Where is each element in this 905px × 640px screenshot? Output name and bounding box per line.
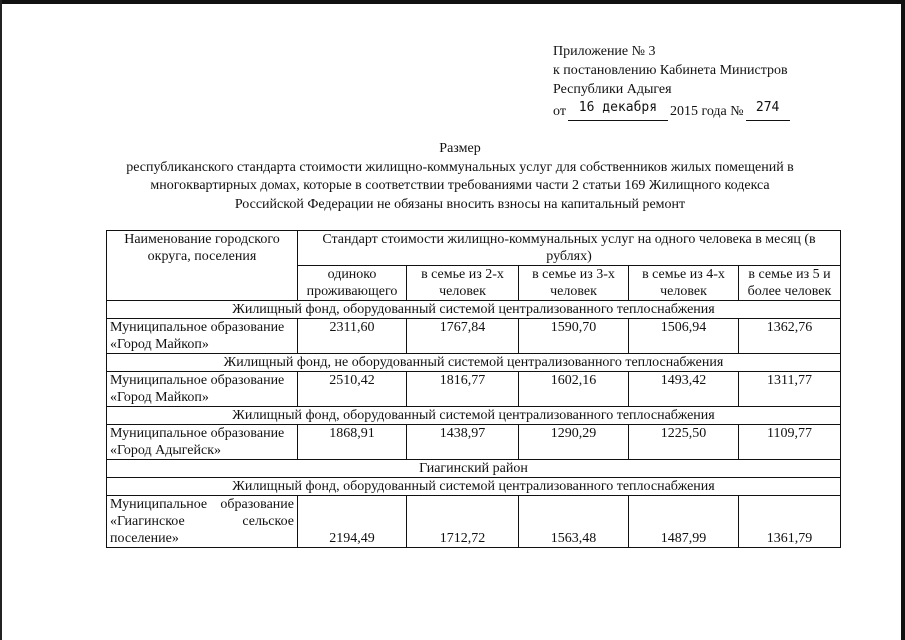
value-family-5: 1311,77 (739, 372, 841, 407)
table-row (107, 372, 841, 407)
value-family-2: 1438,97 (407, 425, 519, 460)
number-handwritten: 274 (755, 100, 780, 115)
section-row (107, 301, 841, 319)
scan-border-top (0, 0, 905, 4)
col-name-header: Наименование городского округа, поселения (107, 231, 298, 301)
value-family-4: 1487,99 (629, 496, 739, 548)
section-row (107, 407, 841, 425)
number-fill-line (746, 100, 790, 121)
scan-border-left (0, 0, 2, 640)
value-single: 1868,91 (298, 425, 407, 460)
value-single: 2510,42 (298, 372, 407, 407)
heading-title: Размер (439, 141, 481, 156)
value-family-2: 1767,84 (407, 319, 519, 354)
section-title: Жилищный фонд, оборудованный системой централизованного теплоснабжения (107, 478, 841, 496)
section-row (107, 354, 841, 372)
row-name: Муниципальное образование «Город Майкоп» (107, 372, 298, 407)
appendix-line-2: к постановлению Кабинета Министров (553, 63, 788, 78)
district-title: Гиагинский район (107, 460, 841, 478)
value-family-4: 1225,50 (629, 425, 739, 460)
section-title: Жилищный фонд, не оборудованный системой централизованного теплоснабжения (107, 354, 841, 372)
sub-header-family-2: в семье из 2-х человек (407, 266, 519, 301)
appendix-line-3: Республики Адыгея (553, 82, 672, 97)
heading-line-3: Российской Федерации не обязаны вносить взносы на капитальный ремонт (234, 196, 686, 212)
value-family-5: 1362,76 (739, 319, 841, 354)
value-family-2: 1712,72 (407, 496, 519, 548)
from-label: от (553, 104, 566, 119)
sub-header-family-5: в семье из 5 и более человек (739, 266, 841, 301)
row-name: Муниципальное образование «Гиагинское сельское поселение» (107, 496, 298, 548)
value-family-3: 1602,16 (519, 372, 629, 407)
standards-table (106, 230, 841, 548)
appendix-line-1: Приложение № 3 (553, 44, 656, 59)
value-family-3: 1563,48 (519, 496, 629, 548)
row-name: Муниципальное образование «Город Адыгейск» (107, 425, 298, 460)
value-single: 2194,49 (298, 496, 407, 548)
section-title: Жилищный фонд, оборудованный системой централизованного теплоснабжения (107, 301, 841, 319)
value-family-4: 1506,94 (629, 319, 739, 354)
value-family-4: 1493,42 (629, 372, 739, 407)
group-header: Стандарт стоимости жилищно-коммунальных услуг на одного человека в месяц (в рублях) (298, 231, 841, 266)
value-single: 2311,60 (298, 319, 407, 354)
year-text: 2015 года № (669, 104, 744, 119)
sub-header-family-4: в семье из 4-х человек (629, 266, 739, 301)
sub-header-family-3: в семье из 3-х человек (519, 266, 629, 301)
table-row (107, 425, 841, 460)
sub-header-single: одиноко проживающего (298, 266, 407, 301)
heading-line-1: республиканского стандарта стоимости жилищно-коммунальных услуг для собственников жилых помещений в (126, 159, 794, 175)
section-title: Жилищный фонд, оборудованный системой централизованного теплоснабжения (107, 407, 841, 425)
value-family-2: 1816,77 (407, 372, 519, 407)
date-handwritten: 16 декабря (578, 100, 658, 115)
heading-line-2: многоквартирных домах, которые в соответствии требованиями части 2 статьи 169 Жилищного кодекса (150, 178, 770, 193)
header-row-1 (107, 231, 841, 266)
row-name: Муниципальное образование «Город Майкоп» (107, 319, 298, 354)
value-family-3: 1590,70 (519, 319, 629, 354)
section-row (107, 478, 841, 496)
district-row (107, 460, 841, 478)
value-family-5: 1361,79 (739, 496, 841, 548)
table-row (107, 319, 841, 354)
scan-border-right (901, 0, 905, 640)
date-fill-line (568, 100, 668, 121)
value-family-3: 1290,29 (519, 425, 629, 460)
document-heading (60, 140, 860, 214)
table-row (107, 496, 841, 548)
appendix-block (553, 42, 792, 121)
appendix-date-line (553, 99, 792, 121)
value-family-5: 1109,77 (739, 425, 841, 460)
